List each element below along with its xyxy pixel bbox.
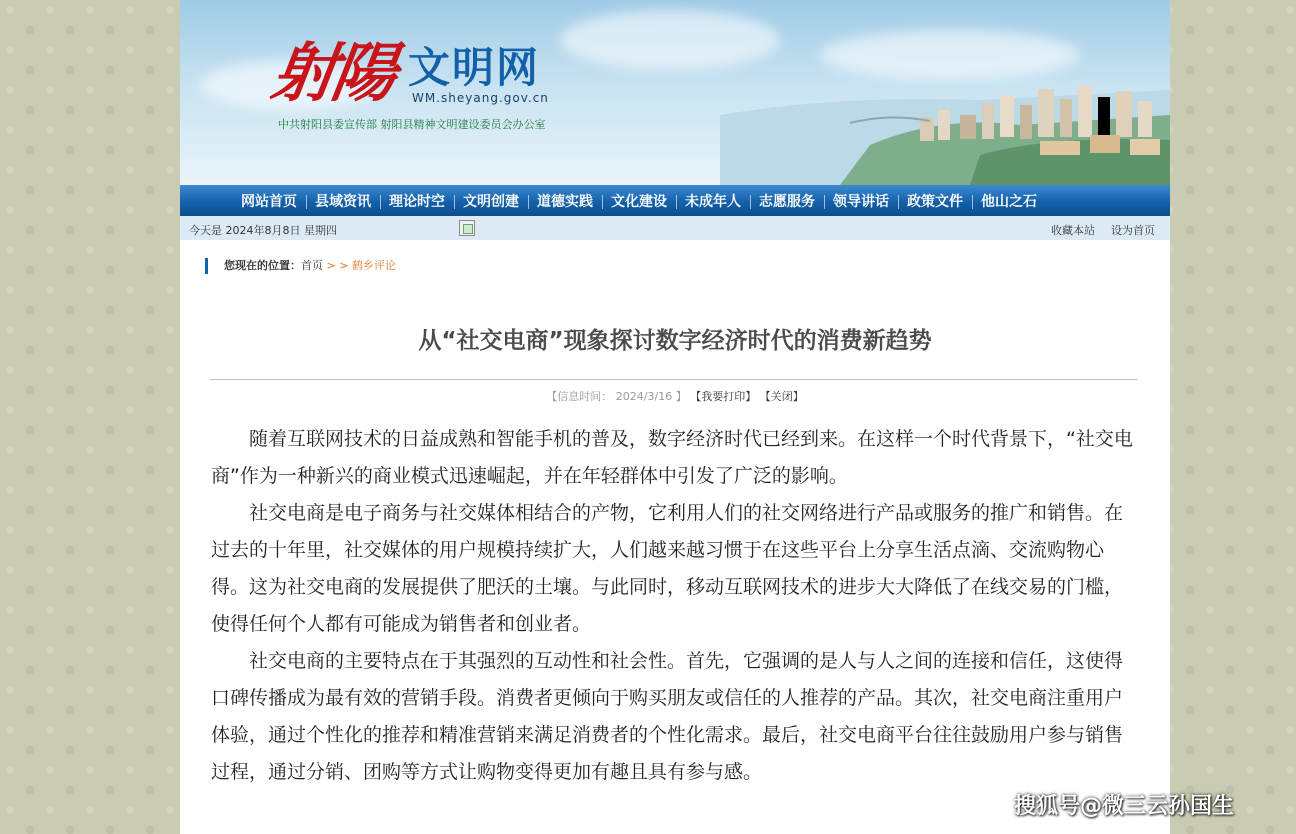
cityscape-illustration [720,55,1170,185]
logo-site-name: 文明网 [408,43,541,92]
close-link[interactable]: 【关闭】 [759,390,804,403]
title-divider [210,379,1138,380]
logo-domain: WM.sheyang.gov.cn [412,91,549,105]
breadcrumb-home-link[interactable]: 首页 [301,259,323,272]
nav-item-county-news[interactable]: 县域资讯 [306,185,380,216]
breadcrumb-separator: > > [323,259,352,272]
article-paragraph: 社交电商的主要特点在于其强烈的互动性和社会性。首先，它强调的是人与人之间的连接和信任，这使得口碑传播成为最有效的营销手段。消费者更倾向于购买朋友或信任的人推荐的产品。其次，社交电商注重用户体验，通过个性化的推荐和精准营销来满足消费者的个性化需求。最后，社交电商平台往往鼓励用户参与销售过程，通过分销、团购等方式让购物变得更加有趣且具有参与感。 [211,650,1124,783]
print-link[interactable]: 【我要打印】 [690,390,757,403]
nav-item-policy[interactable]: 政策文件 [898,185,972,216]
set-homepage-link[interactable]: 设为首页 [1111,224,1155,237]
page-container [180,0,1170,834]
nav-item-theory[interactable]: 理论时空 [380,185,454,216]
current-date: 今天是 2024年8月8日 星期四 [189,224,337,237]
broken-image-icon [459,220,475,236]
article-title: 从“社交电商”现象探讨数字经济时代的消费新趋势 [418,328,932,354]
article-paragraph: 社交电商是电子商务与社交媒体相结合的产物，它利用人们的社交网络进行产品或服务的推广和销售。在过去的十年里，社交媒体的用户规模持续扩大，人们越来越习惯于在这些平台上分享生活点滴、交流购物心得。这为社交电商的发展提供了肥沃的土壤。与此同时，移动互联网技术的进步大大降低了在线交易的门槛，使得任何个人都有可能成为销售者和创业者。 [211,502,1124,635]
nav-item-volunteer[interactable]: 志愿服务 [750,185,824,216]
main-navigation [180,185,1170,216]
nav-item-home[interactable]: 网站首页 [241,194,297,210]
nav-item-civilization-building[interactable]: 文明创建 [454,185,528,216]
nav-item-moral-practice[interactable]: 道德实践 [528,185,602,216]
nav-item-culture[interactable]: 文化建设 [602,185,676,216]
breadcrumb [205,258,396,274]
sohu-watermark: 搜狐号@微三云孙国生 [1014,794,1235,819]
article-meta [180,388,1170,404]
article-publish-time: 【信息时间： 2024/3/16 】 [546,390,687,403]
logo-organization: 中共射阳县委宣传部 射阳县精神文明建设委员会办公室 [278,118,546,131]
nav-item-leader-speech[interactable]: 领导讲话 [824,185,898,216]
site-banner [180,0,1170,185]
article-paragraph: 随着互联网技术的日益成熟和智能手机的普及，数字经济时代已经到来。在这样一个时代背景下，“社交电商”作为一种新兴的商业模式迅速崛起，并在年轻群体中引发了广泛的影响。 [211,428,1133,487]
article-body [211,421,1139,791]
bookmark-link[interactable]: 收藏本站 [1051,224,1095,237]
nav-item-others[interactable]: 他山之石 [972,185,1046,216]
breadcrumb-label: 您现在的位置： [224,259,301,272]
breadcrumb-current-link[interactable]: 鹤乡评论 [351,259,396,272]
nav-item-minors[interactable]: 未成年人 [676,185,750,216]
logo-sheyang-calligraphy: 射陽 [266,36,398,111]
info-bar [180,216,1170,240]
